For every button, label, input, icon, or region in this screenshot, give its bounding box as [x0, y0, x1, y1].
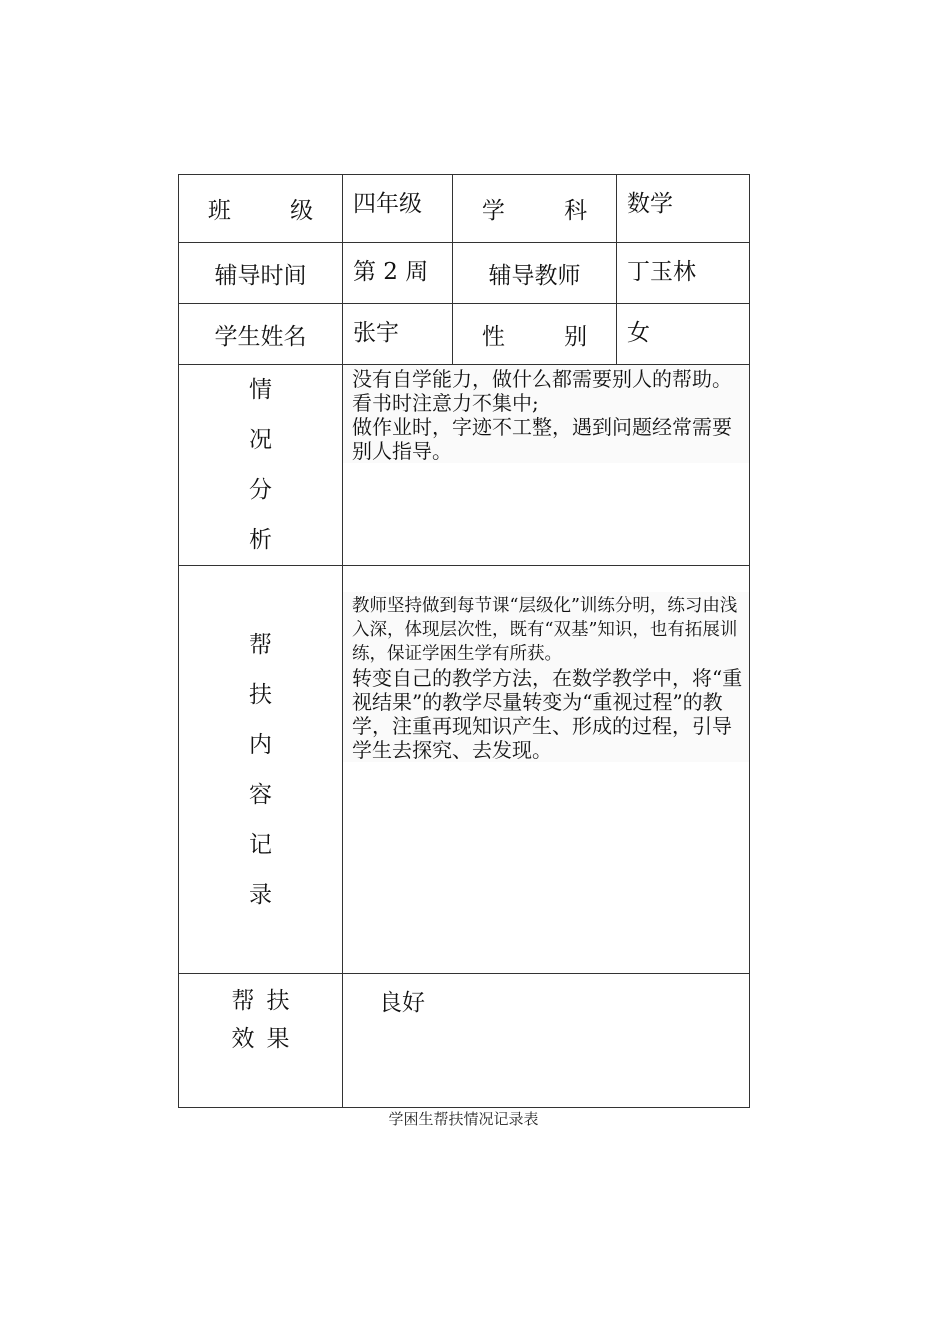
analysis-content — [343, 365, 750, 566]
effect-label-line: 效果 — [231, 1026, 302, 1052]
analysis-label-char: 情 — [249, 377, 272, 403]
help-label-char: 记 — [249, 831, 272, 858]
help-text — [343, 592, 749, 762]
help-paragraph: 教师坚持做到每节课“层级化”训练分明，练习由浅入深，体现层次性，既有“双基”知识，也有拓展训练，保证学困生学有所获。 — [352, 596, 738, 664]
help-label-char: 帮 — [249, 631, 272, 658]
row-effect — [179, 974, 750, 1108]
analysis-label-char: 析 — [249, 527, 272, 553]
help-label — [179, 566, 343, 974]
subject-label: 学 科 — [453, 175, 617, 243]
student-value: 张宇 — [343, 304, 453, 365]
teacher-value: 丁玉林 — [617, 243, 750, 304]
analysis-paragraph: 没有自学能力，做什么都需要别人的帮助。 — [352, 367, 732, 391]
analysis-paragraph: 看书时注意力不集中; — [352, 391, 539, 415]
class-label: 班 级 — [179, 175, 343, 243]
record-table — [178, 174, 750, 1108]
help-paragraph: 转变自己的教学方法，在数学教学中，将“重视结果”的教学尽量转变为“重视过程”的教学，注重再现知识产生、形成的过程，引导学生去探究、去发现。 — [352, 666, 743, 762]
subject-value: 数学 — [617, 175, 750, 243]
row-help-content — [179, 566, 750, 974]
row-analysis — [179, 365, 750, 566]
row-student-gender — [179, 304, 750, 365]
student-label: 学生姓名 — [179, 304, 343, 365]
teacher-label: 辅导教师 — [453, 243, 617, 304]
help-label-char: 容 — [249, 781, 272, 808]
analysis-label-char: 分 — [249, 477, 272, 503]
effect-value: 良好 — [343, 974, 750, 1108]
effect-label-line: 帮扶 — [231, 988, 302, 1014]
help-label-char: 扶 — [249, 681, 272, 708]
help-label-char: 内 — [249, 731, 272, 758]
effect-label — [179, 974, 343, 1108]
help-label-char: 录 — [249, 881, 272, 908]
gender-value: 女 — [617, 304, 750, 365]
class-value: 四年级 — [343, 175, 453, 243]
analysis-label — [179, 365, 343, 566]
analysis-text — [343, 365, 749, 463]
table-caption: 学困生帮扶情况记录表 — [388, 1110, 539, 1128]
row-time-teacher — [179, 243, 750, 304]
analysis-label-char: 况 — [249, 427, 272, 453]
row-class-subject — [179, 175, 750, 243]
gender-label: 性 别 — [453, 304, 617, 365]
time-label: 辅导时间 — [179, 243, 343, 304]
help-content — [343, 566, 750, 974]
analysis-paragraph: 做作业时，字迹不工整，遇到问题经常需要别人指导。 — [352, 415, 732, 463]
time-value: 第 2 周 — [343, 243, 453, 304]
